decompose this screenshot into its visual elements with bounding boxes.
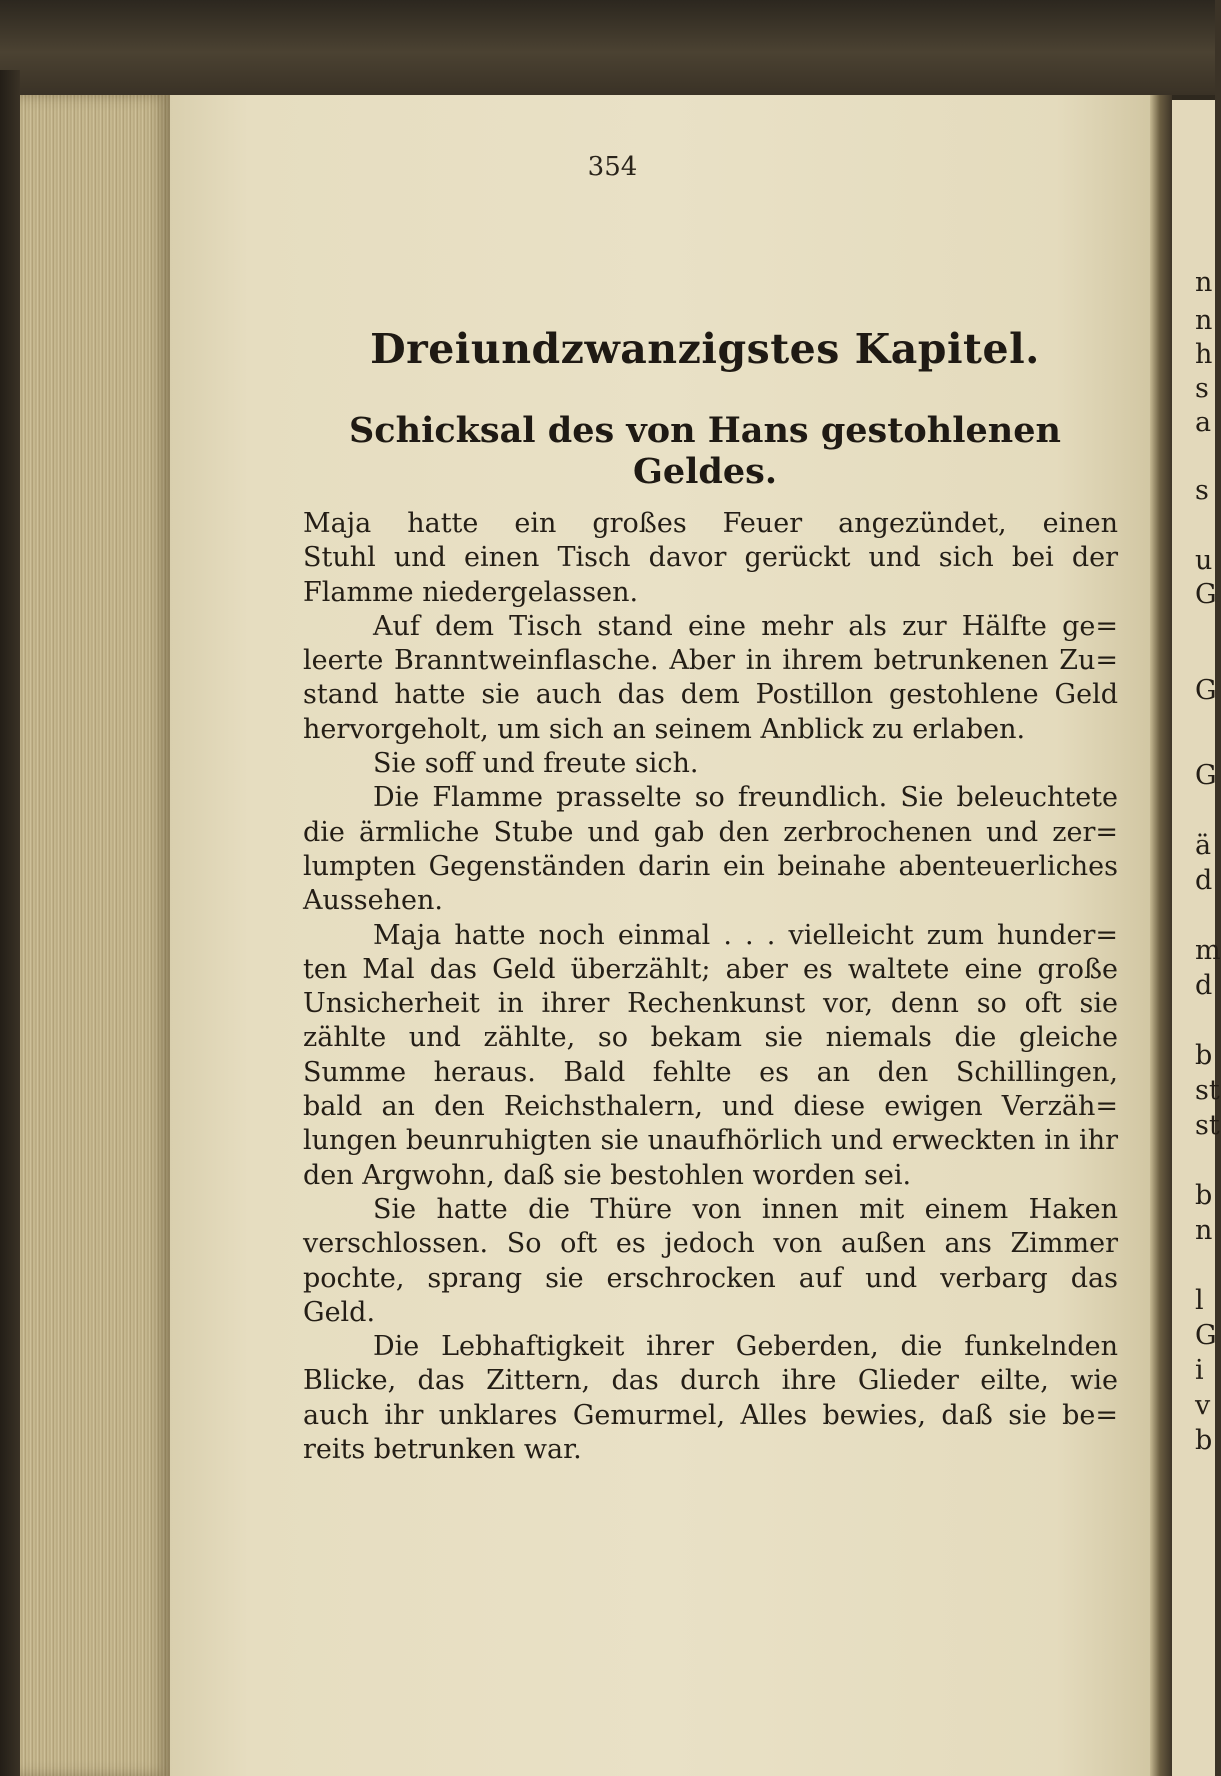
facing-page-letter: i [1195,1355,1204,1386]
text-line: lumpten Gegenständen darin ein beinahe abenteuerliches [303,850,1118,882]
facing-page-letter: G [1195,1320,1217,1351]
text-line: Sie hatte die Thüre von innen mit einem Haken [373,1193,1118,1225]
text-line: Unsicherheit in ihrer Rechenkunst vor, denn so oft sie [303,988,1118,1020]
facing-page-letter: s [1195,373,1209,404]
text-line: die ärmliche Stube und gab den zerbrochenen und zer= [303,816,1118,848]
facing-page-letter: b [1195,1425,1213,1456]
facing-page-letter: a [1195,407,1212,438]
facing-page-letter: G [1195,579,1217,610]
facing-page-letter: v [1195,1390,1211,1421]
text-line: Geld. [303,1296,376,1328]
text-line: hervorgeholt, um sich an seinem Anblick zu erlaben. [303,713,1026,745]
text-line: leerte Branntweinflasche. Aber in ihrem betrunkenen Zu= [303,645,1118,677]
facing-page-letter: st [1195,1075,1220,1106]
text-line: pochte, sprang sie erschrocken auf und verbarg das [303,1262,1118,1294]
text-line: Die Flamme prasselte so freundlich. Sie beleuchtete [373,782,1118,814]
chapter-title: Dreiundzwanzigstes Kapitel. [370,325,1040,373]
facing-page-letter: ä [1195,830,1212,861]
facing-page-letter: n [1195,305,1213,336]
book-cover-top [0,0,1215,95]
text-line: verschlossen. So oft es jedoch von außen ans Zimmer [303,1228,1118,1260]
facing-page-letter: d [1195,865,1213,896]
text-line: Auf dem Tisch stand eine mehr als zur Hälfte ge= [373,610,1118,642]
facing-page-letter: n [1195,267,1213,298]
facing-page-letter: G [1195,675,1217,706]
text-line: bald an den Reichsthalern, und diese ewigen Verzäh= [303,1091,1118,1123]
facing-page-letter: s [1195,475,1209,506]
text-line: zählte und zählte, so bekam sie niemals die gleiche [303,1022,1118,1054]
text-line: Flamme niedergelassen. [303,576,639,608]
text-line: Maja hatte noch einmal . . . vielleicht zum hunder= [373,919,1118,951]
facing-page-letter: d [1195,970,1213,1001]
facing-page-letter: b [1195,1180,1213,1211]
page-number: 354 [587,152,638,182]
text-line: stand hatte sie auch das dem Postillon gestohlene Geld [303,679,1118,711]
text-line: Summe heraus. Bald fehlte es an den Schillingen, [303,1056,1118,1088]
facing-page-letter: G [1195,760,1217,791]
facing-page-letter: n [1195,1215,1213,1246]
facing-page-letter: m [1195,935,1221,966]
text-line: auch ihr unklares Gemurmel, Alles bewies, daß sie be= [303,1399,1118,1431]
text-line: Stuhl und einen Tisch davor gerückt und sich bei der [303,542,1118,574]
text-line: ten Mal das Geld überzählt; aber es waltete eine große [303,953,1118,985]
facing-page-letter: st [1195,1110,1220,1141]
chapter-subtitle: Schicksal des von Hans gestohlenen Geldes. [349,410,1061,492]
text-line: Die Lebhaftigkeit ihrer Geberden, die funkelnden [373,1331,1118,1363]
text-line: reits betrunken war. [303,1434,582,1466]
text-line: Aussehen. [303,885,443,917]
facing-page-letter: u [1195,545,1213,576]
book-gutter [1150,95,1172,1776]
page-edges [20,95,170,1776]
text-line: den Argwohn, daß sie bestohlen worden sei. [303,1159,912,1191]
text-line: Maja hatte ein großes Feuer angezündet, einen [303,508,1118,539]
text-line: Sie soff und freute sich. [373,748,699,780]
text-line: lungen beunruhigten sie unaufhörlich und erweckten in ihr [303,1125,1118,1157]
body-text [303,507,1118,1467]
text-line: Blicke, das Zittern, das durch ihre Glieder eilte, wie [303,1365,1118,1397]
facing-page-letter: b [1195,1040,1213,1071]
book-cover-left [0,70,20,1776]
facing-page-letter: h [1195,339,1213,370]
facing-page-letter: l [1195,1285,1204,1316]
